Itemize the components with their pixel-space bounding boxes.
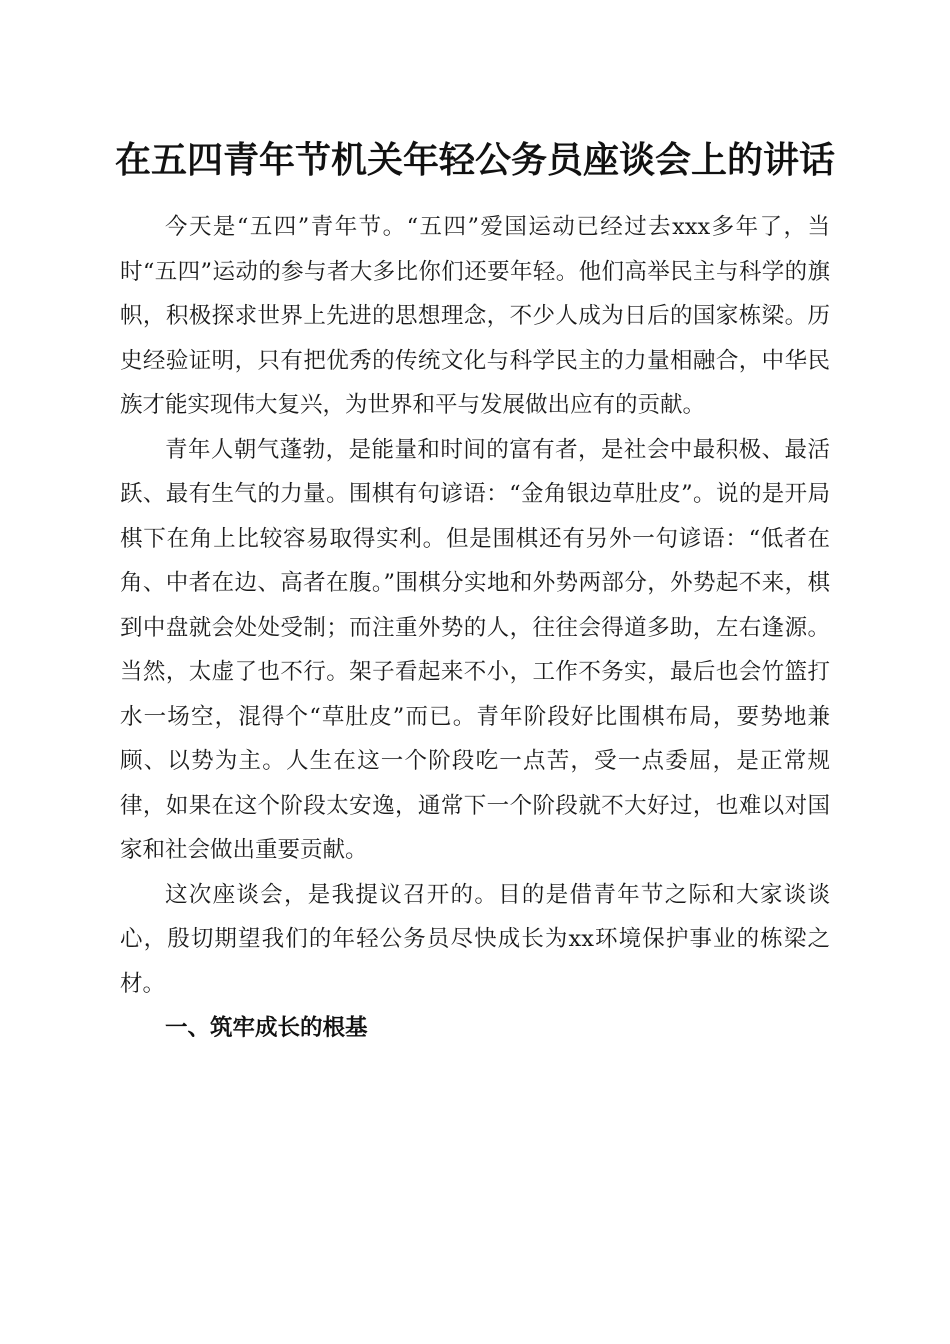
- section-heading: 一、筑牢成长的根基: [165, 1015, 368, 1041]
- document-body: [120, 205, 830, 1051]
- paragraph-1: 今天是“五四”青年节。“五四”爱国运动已经过去xxx多年了，当时“五四”运动的参与者大多比你们还要年轻。他们高举民主与科学的旗帜，积极探求世界上先进的思想理念，不少人成为日后的国家栋梁。历史经验证明，只有把优秀的传统文化与科学民主的力量相融合，中华民族才能实现伟大复兴，为世界和平与发展做出应有的贡献。: [120, 214, 830, 418]
- paragraph-2: 青年人朝气蓬勃，是能量和时间的富有者，是社会中最积极、最活跃、最有生气的力量。围棋有句谚语：“金角银边草肚皮”。说的是开局棋下在角上比较容易取得实利。但是围棋还有另外一句谚语：“低者在角、中者在边、高者在腹。”围棋分实地和外势两部分，外势起不来，棋到中盘就会处处受制；而注重外势的人，往往会得道多助，左右逢源。当然，太虚了也不行。架子看起来不小，工作不务实，最后也会竹篮打水一场空，混得个“草肚皮”而已。青年阶段好比围棋布局，要势地兼顾、以势为主。人生在这一个阶段吃一点苦，受一点委屈，是正常规律，如果在这个阶段太安逸，通常下一个阶段就不大好过，也难以对国家和社会做出重要贡献。: [120, 436, 830, 863]
- document-title: 在五四青年节机关年轻公务员座谈会上的讲话: [114, 139, 835, 181]
- paragraph-3: 这次座谈会，是我提议召开的。目的是借青年节之际和大家谈谈心，殷切期望我们的年轻公务员尽快成长为xx环境保护事业的栋梁之材。: [120, 881, 830, 997]
